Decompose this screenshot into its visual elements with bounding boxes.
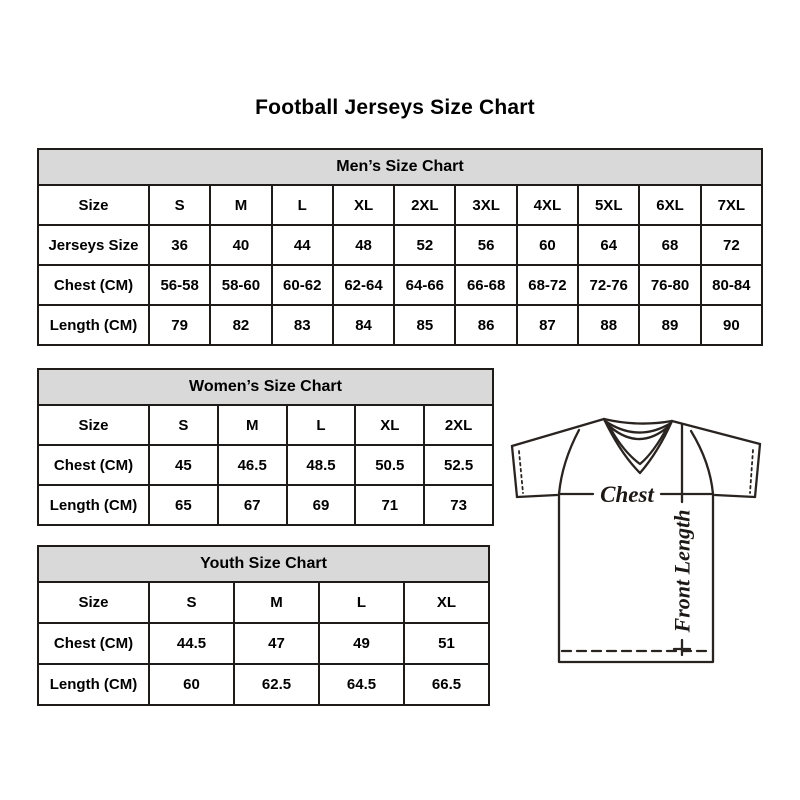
row-header-cell: Length (CM) bbox=[38, 305, 149, 345]
right-armhole-seam bbox=[691, 431, 713, 494]
jersey-measurement-diagram bbox=[509, 417, 765, 667]
value-cell: 84 bbox=[333, 305, 394, 345]
page-title: Football Jerseys Size Chart bbox=[255, 96, 535, 119]
value-cell: 64 bbox=[578, 225, 639, 265]
value-cell: 72-76 bbox=[578, 265, 639, 305]
value-cell: 44.5 bbox=[149, 623, 234, 664]
table-title: Youth Size Chart bbox=[38, 546, 489, 582]
table-title-row bbox=[38, 546, 489, 582]
value-cell: 88 bbox=[578, 305, 639, 345]
row-header-cell: Chest (CM) bbox=[38, 265, 149, 305]
left-sleeve-bottom-line bbox=[517, 495, 557, 497]
value-cell: 3XL bbox=[455, 185, 516, 225]
value-cell: XL bbox=[355, 405, 424, 445]
table-row bbox=[38, 185, 762, 225]
table-row bbox=[38, 305, 762, 345]
table-row bbox=[38, 445, 493, 485]
value-cell: 68 bbox=[639, 225, 700, 265]
chest-label: Chest bbox=[600, 482, 654, 507]
value-cell: 36 bbox=[149, 225, 210, 265]
left-cuff-stitch-line bbox=[519, 451, 523, 493]
table-row bbox=[38, 265, 762, 305]
value-cell: 6XL bbox=[639, 185, 700, 225]
value-cell: M bbox=[210, 185, 271, 225]
right-shoulder-line bbox=[672, 421, 760, 444]
value-cell: 66.5 bbox=[404, 664, 489, 705]
right-sleeve-bottom-line bbox=[715, 495, 755, 497]
value-cell: 87 bbox=[517, 305, 578, 345]
value-cell: L bbox=[319, 582, 404, 623]
value-cell: 48.5 bbox=[287, 445, 356, 485]
table-title-row bbox=[38, 149, 762, 185]
value-cell: 60 bbox=[517, 225, 578, 265]
value-cell: 5XL bbox=[578, 185, 639, 225]
table-row bbox=[38, 582, 489, 623]
value-cell: 56-58 bbox=[149, 265, 210, 305]
value-cell: 86 bbox=[455, 305, 516, 345]
value-cell: 90 bbox=[701, 305, 762, 345]
value-cell: 62.5 bbox=[234, 664, 319, 705]
value-cell: 44 bbox=[272, 225, 333, 265]
table-title: Women’s Size Chart bbox=[38, 369, 493, 405]
value-cell: M bbox=[218, 405, 287, 445]
row-header-cell: Length (CM) bbox=[38, 485, 149, 525]
row-header-cell: Size bbox=[38, 582, 149, 623]
value-cell: 52 bbox=[394, 225, 455, 265]
row-header-cell: Chest (CM) bbox=[38, 623, 149, 664]
youth-size-table bbox=[37, 545, 490, 706]
value-cell: XL bbox=[404, 582, 489, 623]
value-cell: 67 bbox=[218, 485, 287, 525]
left-shoulder-line bbox=[512, 419, 604, 446]
value-cell: 73 bbox=[424, 485, 493, 525]
value-cell: 60 bbox=[149, 664, 234, 705]
value-cell: 58-60 bbox=[210, 265, 271, 305]
row-header-cell: Jerseys Size bbox=[38, 225, 149, 265]
row-header-cell: Size bbox=[38, 185, 149, 225]
right-cuff-stitch-line bbox=[750, 450, 753, 493]
value-cell: 49 bbox=[319, 623, 404, 664]
table-row bbox=[38, 405, 493, 445]
value-cell: 83 bbox=[272, 305, 333, 345]
value-cell: 85 bbox=[394, 305, 455, 345]
mens-size-table bbox=[37, 148, 763, 346]
value-cell: 51 bbox=[404, 623, 489, 664]
right-cuff-line bbox=[755, 444, 760, 497]
value-cell: 48 bbox=[333, 225, 394, 265]
value-cell: 69 bbox=[287, 485, 356, 525]
value-cell: 45 bbox=[149, 445, 218, 485]
front-length-label: Front Length bbox=[669, 509, 695, 633]
value-cell: 79 bbox=[149, 305, 210, 345]
value-cell: 71 bbox=[355, 485, 424, 525]
left-armhole-seam bbox=[559, 430, 579, 494]
value-cell: 47 bbox=[234, 623, 319, 664]
left-cuff-line bbox=[512, 446, 517, 497]
value-cell: 76-80 bbox=[639, 265, 700, 305]
value-cell: 7XL bbox=[701, 185, 762, 225]
value-cell: 64.5 bbox=[319, 664, 404, 705]
value-cell: 72 bbox=[701, 225, 762, 265]
row-header-cell: Chest (CM) bbox=[38, 445, 149, 485]
value-cell: 2XL bbox=[424, 405, 493, 445]
value-cell: L bbox=[272, 185, 333, 225]
table-title: Men’s Size Chart bbox=[38, 149, 762, 185]
table-row bbox=[38, 623, 489, 664]
value-cell: 2XL bbox=[394, 185, 455, 225]
row-header-cell: Length (CM) bbox=[38, 664, 149, 705]
value-cell: 52.5 bbox=[424, 445, 493, 485]
value-cell: 64-66 bbox=[394, 265, 455, 305]
table-row bbox=[38, 225, 762, 265]
value-cell: 89 bbox=[639, 305, 700, 345]
value-cell: 56 bbox=[455, 225, 516, 265]
value-cell: 4XL bbox=[517, 185, 578, 225]
value-cell: S bbox=[149, 582, 234, 623]
value-cell: 80-84 bbox=[701, 265, 762, 305]
value-cell: 65 bbox=[149, 485, 218, 525]
table-row bbox=[38, 664, 489, 705]
collar-top-edge bbox=[604, 419, 672, 424]
value-cell: S bbox=[149, 185, 210, 225]
table-title-row bbox=[38, 369, 493, 405]
table-row bbox=[38, 485, 493, 525]
value-cell: XL bbox=[333, 185, 394, 225]
value-cell: M bbox=[234, 582, 319, 623]
value-cell: 68-72 bbox=[517, 265, 578, 305]
value-cell: 82 bbox=[210, 305, 271, 345]
value-cell: 60-62 bbox=[272, 265, 333, 305]
value-cell: 46.5 bbox=[218, 445, 287, 485]
value-cell: 50.5 bbox=[355, 445, 424, 485]
value-cell: 66-68 bbox=[455, 265, 516, 305]
value-cell: L bbox=[287, 405, 356, 445]
row-header-cell: Size bbox=[38, 405, 149, 445]
womens-size-table bbox=[37, 368, 494, 526]
value-cell: 40 bbox=[210, 225, 271, 265]
value-cell: S bbox=[149, 405, 218, 445]
value-cell: 62-64 bbox=[333, 265, 394, 305]
